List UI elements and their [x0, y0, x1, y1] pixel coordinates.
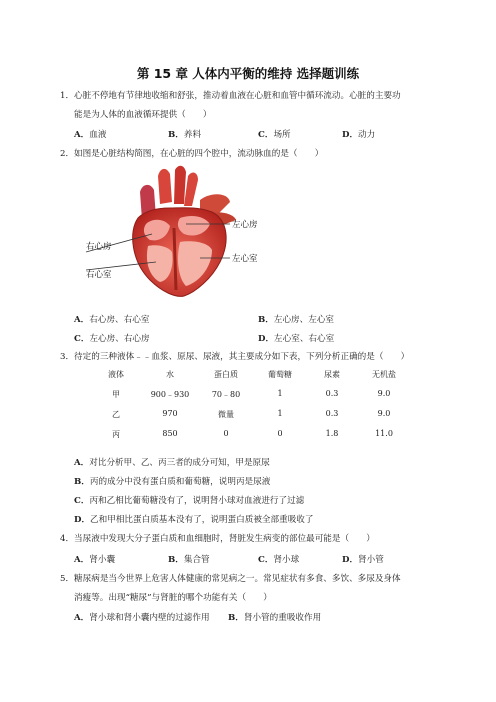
q4-option-b[interactable]: B．集合管 [168, 555, 210, 565]
q2-options-row1 [74, 313, 414, 325]
aorta-branch-3 [184, 173, 198, 206]
q4-text-line1: 4．当尿液中发现大分子蛋白质和血细胞时，肾脏发生病变的部位最可能是（ ） [60, 534, 375, 544]
q4-option-a[interactable]: A．肾小囊 [74, 555, 116, 565]
table-header-row [86, 369, 406, 389]
q2-option-b[interactable]: B．左心房、左心室 [258, 315, 335, 325]
table-cell: 1.8 [325, 429, 339, 438]
table-cell: 乙 [112, 410, 120, 419]
table-cell: 丙 [112, 430, 120, 439]
table-cell: 9.0 [377, 389, 391, 398]
label-right-atrium: 右心房 [86, 242, 112, 252]
fluid-composition-table [86, 369, 406, 449]
q3-option-a[interactable]: A．对比分析甲、乙、丙三者的成分可知，甲是原尿 [74, 458, 270, 468]
q2-text-line1: 2．如图是心脏结构简图，在心脏的四个腔中，流动脉血的是（ ） [60, 149, 324, 159]
q2-option-d[interactable]: D．左心室、右心室 [258, 334, 335, 344]
q5-text-line1: 5．糖尿病是当今世界上危害人体健康的常见病之一。常见症状有多食、多饮、多尿及身体 [60, 574, 401, 584]
table-cell: 0.3 [325, 389, 339, 398]
label-right-ventricle: 右心室 [86, 270, 112, 280]
table-cell: 970 [162, 409, 178, 418]
table-header-cell: 蛋白质 [214, 370, 238, 379]
aorta-branch-1 [158, 169, 172, 204]
q4-option-d[interactable]: D．肾小管 [342, 555, 384, 565]
table-header-cell: 无机盐 [372, 370, 396, 379]
table-cell: 11.0 [375, 429, 393, 438]
q2-option-c[interactable]: C．左心房、右心房 [74, 334, 150, 344]
q2-option-a[interactable]: A．右心房、右心室 [74, 315, 150, 325]
heart-diagram [80, 162, 300, 302]
q1-text-line1: 1．心脏不停地有节律地收缩和舒张，推动着血液在心脏和血管中循环流动。心脏的主要功 [60, 91, 401, 101]
table-cell: 70﹣80 [211, 390, 241, 399]
page-title: 第 15 章 人体内平衡的维持 选择题训练 [136, 66, 360, 81]
q3-text-line1: 3．待定的三种液体﹣﹣血浆、原尿、尿液，其主要成分如下表，下列分析正确的是（ ） [60, 352, 410, 362]
table-cell: 1 [277, 409, 283, 418]
q3-option-d[interactable]: D．乙和甲相比蛋白质基本没有了，说明蛋白质被全部重吸收了 [74, 515, 314, 525]
q4-options [74, 553, 414, 565]
q2-options-row2 [74, 332, 414, 344]
table-cell: 甲 [112, 390, 120, 399]
table-cell: 1 [277, 389, 283, 398]
q4-option-c[interactable]: C．肾小球 [258, 555, 300, 565]
label-left-atrium: 左心房 [232, 220, 258, 230]
q1-text-line2: 能是为人体的血液循环提供（ ） [74, 110, 212, 120]
table-cell: 0 [223, 429, 229, 438]
table-cell: 微量 [218, 410, 234, 419]
aorta-branch-2 [174, 166, 186, 204]
q5-option-a[interactable]: A．肾小球和肾小囊内壁的过滤作用 [74, 613, 210, 623]
table-header-cell: 水 [166, 370, 174, 379]
label-left-ventricle: 左心室 [232, 254, 258, 264]
septum [174, 228, 176, 290]
table-header-cell: 液体 [108, 370, 124, 379]
table-cell: 850 [162, 429, 178, 438]
q3-option-c[interactable]: C．丙和乙相比葡萄糖没有了，说明肾小球对血液进行了过滤 [74, 496, 305, 506]
table-cell: 900﹣930 [150, 390, 190, 399]
table-header-cell: 尿素 [324, 370, 340, 379]
q1-options [74, 128, 414, 140]
table-cell: 0.3 [325, 409, 339, 418]
q1-option-a[interactable]: A．血液 [74, 130, 107, 140]
q1-option-c[interactable]: C．场所 [258, 130, 291, 140]
table-header-cell: 葡萄糖 [268, 370, 292, 379]
q5-options [74, 611, 414, 623]
table-row [86, 409, 406, 429]
table-cell: 0 [277, 429, 283, 438]
table-row [86, 429, 406, 449]
table-row [86, 389, 406, 409]
q1-option-b[interactable]: B．养料 [168, 130, 202, 140]
table-cell: 9.0 [377, 409, 391, 418]
q5-option-b[interactable]: B．肾小管的重吸收作用 [228, 613, 322, 623]
q5-text-line2: 消瘦等。出现“糖尿”与肾脏的哪个功能有关（ ） [74, 593, 272, 603]
q3-option-b[interactable]: B．丙的成分中没有蛋白质和葡萄糖，说明丙是尿液 [74, 477, 271, 487]
q1-option-d[interactable]: D．动力 [342, 130, 376, 140]
